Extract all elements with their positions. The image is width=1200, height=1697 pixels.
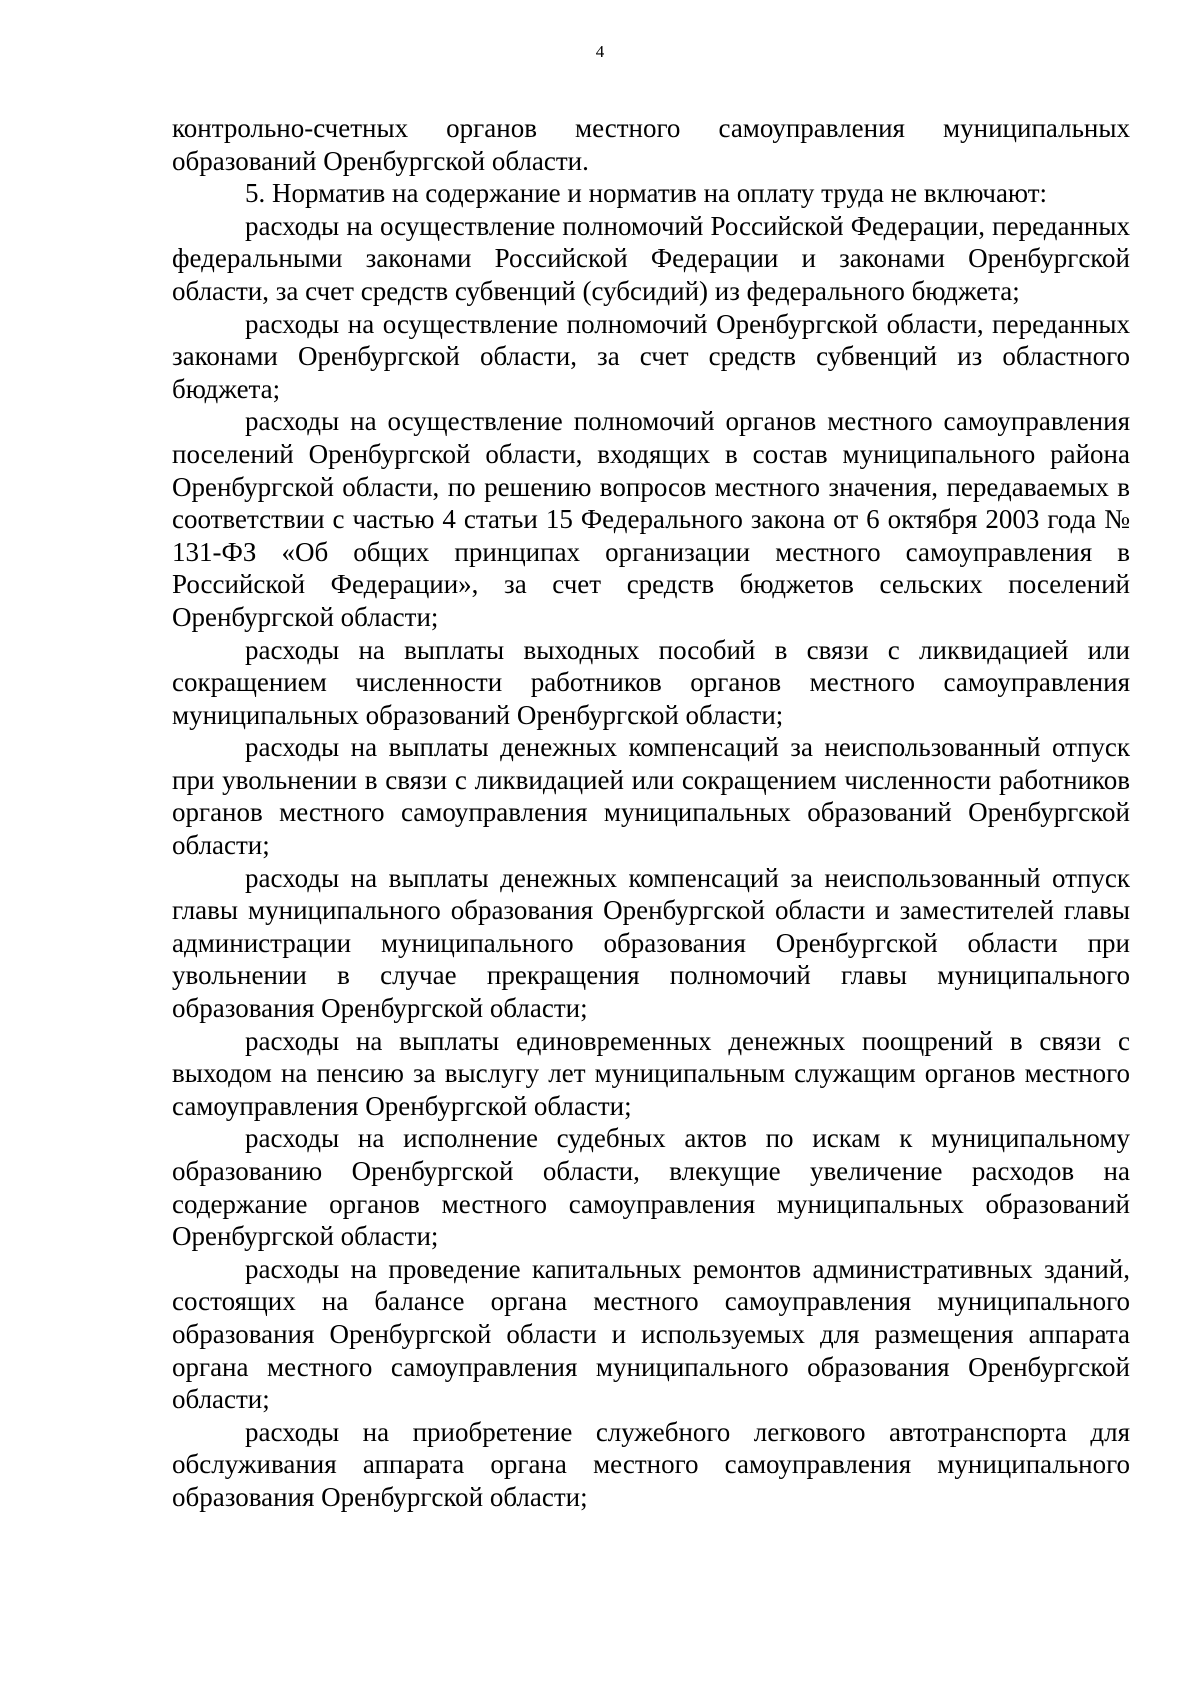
paragraph-court-acts: расходы на исполнение судебных актов по искам к муниципальному образованию Оренбургской области, влекущие увеличение расходов на содержание органов местного самоуправления муниципальных образований Оренбургской области;	[172, 1123, 1130, 1252]
page-number: 4	[595, 42, 605, 61]
document-body	[172, 112, 1130, 1514]
paragraph-vehicle-purchase: расходы на приобретение служебного легкового автотранспорта для обслуживания аппарата органа местного самоуправления муниципального образования Оренбургской области;	[172, 1416, 1130, 1512]
paragraph-section-5: 5. Норматив на содержание и норматив на оплату труда не включают:	[245, 178, 1048, 209]
paragraph-retirement-bonus: расходы на выплаты единовременных денежных поощрений в связи с выходом на пенсию за выслугу лет муниципальным служащим органов местного самоуправления Оренбургской области;	[172, 1025, 1130, 1121]
paragraph-severance-pay: расходы на выплаты выходных пособий в связи с ликвидацией или сокращением численности работников органов местного самоуправления муниципальных образований Оренбургской области;	[172, 634, 1130, 730]
paragraph-continuation: контрольно-счетных органов местного самоуправления муниципальных образований Оренбургской области.	[172, 113, 1130, 176]
paragraph-settlement-powers: расходы на осуществление полномочий органов местного самоуправления поселений Оренбургской области, входящих в состав муниципального района Оренбургской области, по решению вопросов местного значения, передаваемых в соответствии с частью 4 статьи 15 Федерального закона от 6 октября 2003 года № 131-ФЗ «Об общих принципах организации местного самоуправления в Российской Федерации», за счет средств бюджетов сельских поселений Оренбургской области;	[172, 406, 1130, 632]
paragraph-federal-powers: расходы на осуществление полномочий Российской Федерации, переданных федеральными законами Российской Федерации и законами Оренбургской области, за счет средств субвенций (субсидий) из федерального бюджета;	[172, 210, 1130, 306]
paragraph-regional-powers: расходы на осуществление полномочий Оренбургской области, переданных законами Оренбургской области, за счет средств субвенций из областного бюджета;	[172, 308, 1130, 404]
paragraph-capital-repairs: расходы на проведение капитальных ремонтов административных зданий, состоящих на балансе органа местного самоуправления муниципального образования Оренбургской области и используемых для размещения аппарата органа местного самоуправления муниципального образования Оренбургской области;	[172, 1253, 1130, 1415]
paragraph-vacation-compensation-head: расходы на выплаты денежных компенсаций за неиспользованный отпуск главы муниципального образования Оренбургской области и заместителей главы администрации муниципального образования Оренбургской области при увольнении в случае прекращения полномочий главы муниципального образования Оренбургской области;	[172, 862, 1130, 1024]
paragraph-vacation-compensation-staff: расходы на выплаты денежных компенсаций за неиспользованный отпуск при увольнении в связи с ликвидацией или сокращением численности работников органов местного самоуправления муниципальных образований Оренбургской области;	[172, 732, 1130, 861]
